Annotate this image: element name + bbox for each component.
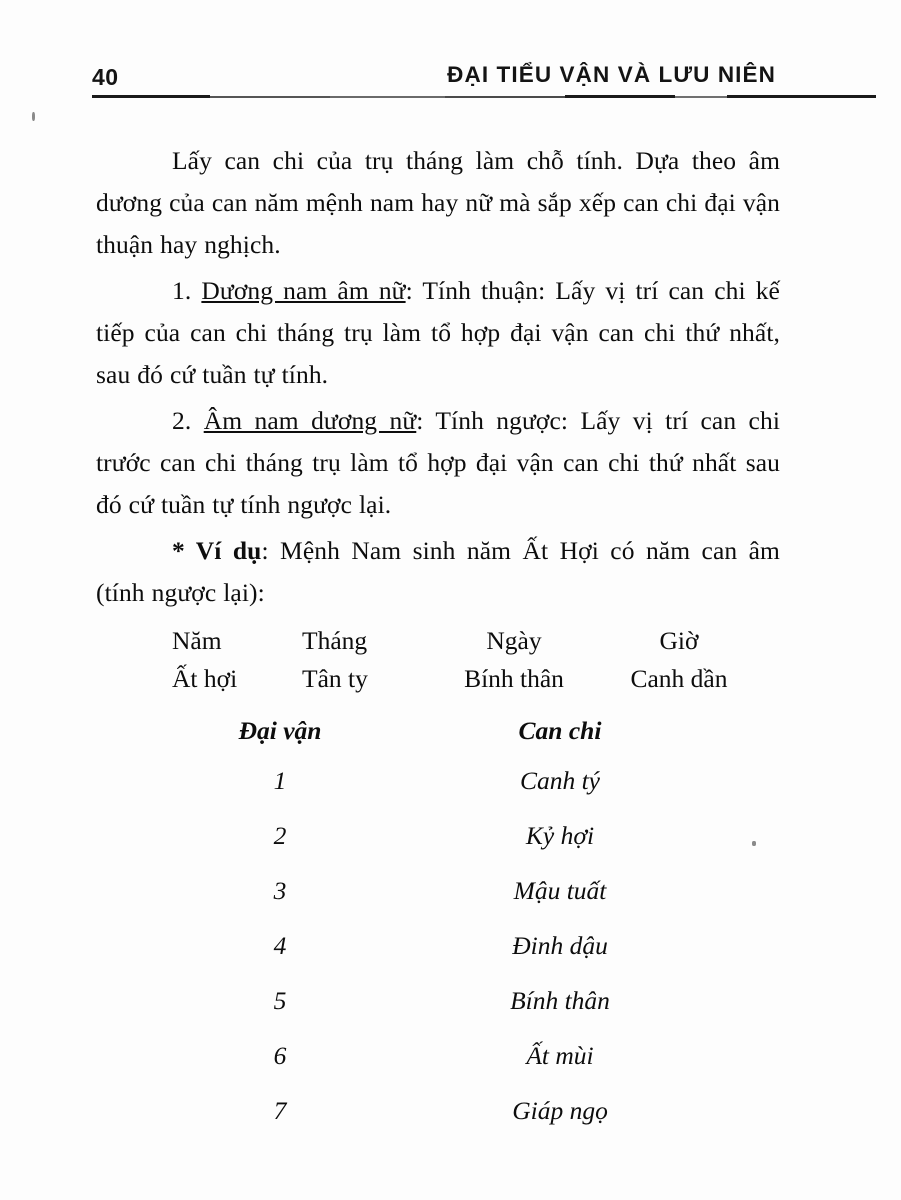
luck-row-number: 4 (273, 931, 287, 960)
pillar-label-year: Năm (172, 626, 222, 655)
rule-2-text: : Tính ngược: Lấy vị trí can chi trước can chi tháng trụ làm tổ hợp đại vận can chi thứ nhất sau đó cứ tuần tự tính ngược lại. (96, 406, 781, 519)
luck-pillar-table (96, 716, 780, 1151)
paragraph-rule-1 (96, 270, 780, 396)
rule-1-term: Dương nam âm nữ (201, 276, 406, 305)
table-row (96, 821, 780, 876)
pillar-column-day (441, 622, 587, 698)
running-head (92, 60, 776, 94)
paragraph-rule-2 (96, 400, 780, 526)
pillar-value-hour: Canh dần (630, 664, 728, 693)
pillar-label-day: Ngày (486, 626, 542, 655)
luck-row-ganzhi: Mậu tuất (513, 876, 607, 905)
rule-1-text: : Tính thuận: Lấy vị trí can chi kế tiếp của can chi tháng trụ làm tổ hợp đại vận can chi thứ nhất, sau đó cứ tuần tự tính. (96, 276, 780, 389)
example-term: Ví dụ (195, 536, 262, 565)
table-row (96, 931, 780, 986)
pillar-value-year: Ất hợi (172, 664, 238, 693)
luck-row-number: 3 (273, 876, 287, 905)
example-text: : Mệnh Nam sinh năm Ất Hợi có năm can âm (tính ngược lại): (96, 536, 780, 607)
luck-row-ganzhi: Canh tý (519, 766, 601, 795)
pillar-column-year (172, 622, 237, 698)
rule-1-number: 1. (172, 276, 202, 305)
table-row (96, 1041, 780, 1096)
luck-row-ganzhi: Giáp ngọ (512, 1096, 608, 1125)
pillar-value-day: Bính thân (464, 664, 564, 693)
running-head-title: ĐẠI TIỂU VẬN VÀ LƯU NIÊN (447, 62, 776, 87)
table-row (96, 986, 780, 1041)
pillar-column-hour (604, 622, 754, 698)
table-row (96, 1096, 780, 1151)
page-number: 40 (92, 64, 119, 90)
paragraph-intro (96, 140, 780, 266)
luck-row-ganzhi: Bính thân (510, 986, 610, 1015)
four-pillars-table (96, 622, 780, 698)
header-rule (92, 95, 776, 99)
pillar-value-month: Tân ty (302, 664, 368, 693)
luck-row-number: 6 (273, 1041, 287, 1070)
luck-row-number: 2 (273, 821, 287, 850)
example-marker: * (172, 536, 196, 565)
luck-row-ganzhi: Ất mùi (526, 1041, 594, 1070)
luck-row-ganzhi: Kỷ hợi (525, 821, 595, 850)
luck-row-number: 7 (273, 1096, 287, 1125)
rule-2-term: Âm nam dương nữ (203, 406, 417, 435)
luck-table-header-row (96, 716, 780, 766)
paragraph-example (96, 530, 780, 614)
pillar-label-month: Tháng (302, 626, 368, 655)
pillar-column-month (302, 622, 368, 698)
pillar-label-hour: Giờ (659, 626, 699, 655)
paragraph-intro-text: Lấy can chi của trụ tháng làm chỗ tính. Dựa theo âm dương của can năm mệnh nam hay nữ mà sắp xếp can chi đại vận thuận hay nghịch. (96, 146, 780, 259)
table-row (96, 766, 780, 821)
scan-speck (752, 841, 756, 846)
luck-row-number: 5 (273, 986, 287, 1015)
luck-header-ganzhi: Can chi (518, 716, 602, 745)
rule-2-number: 2. (172, 406, 204, 435)
table-row (96, 876, 780, 931)
luck-row-number: 1 (273, 766, 287, 795)
scan-speck (32, 112, 35, 121)
luck-row-ganzhi: Đinh dậu (512, 931, 608, 960)
luck-header-number: Đại vận (238, 716, 322, 745)
